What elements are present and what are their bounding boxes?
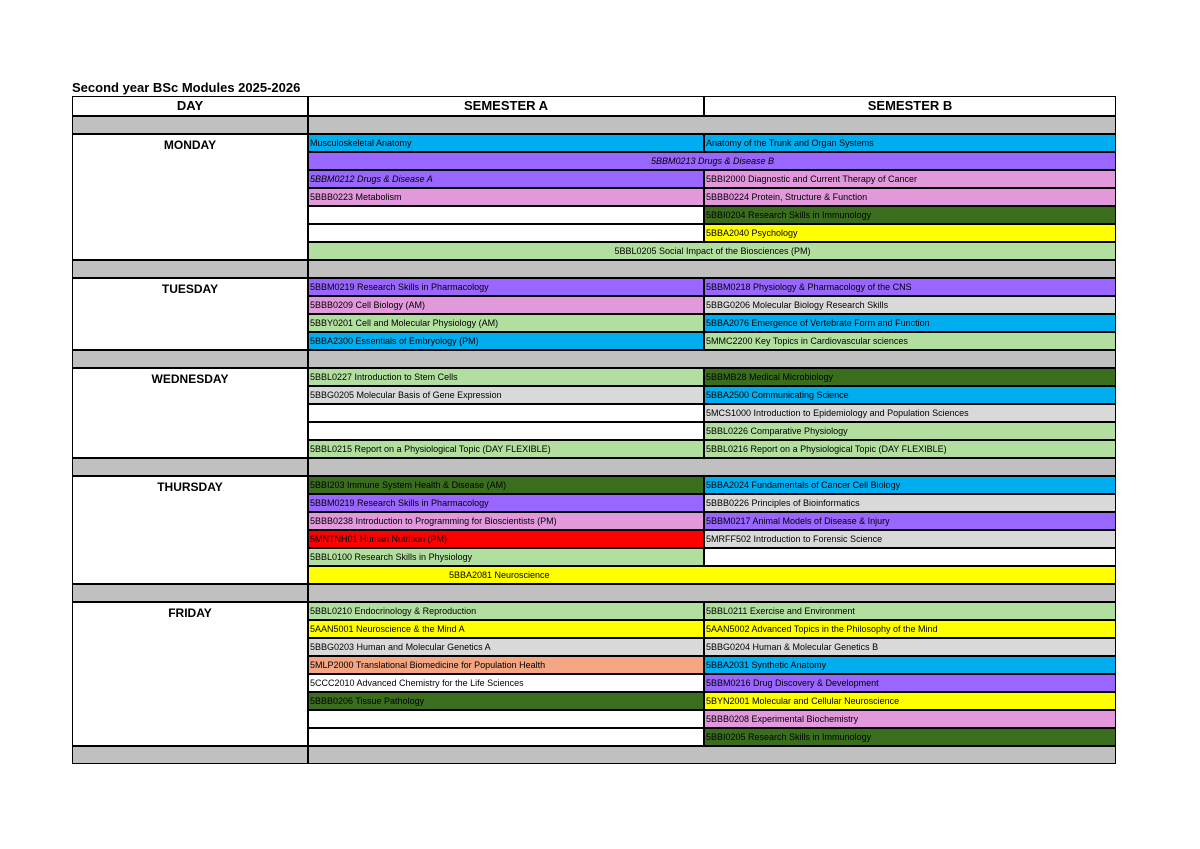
module-cell-semester-a [308,206,704,224]
day-name: FRIDAY [168,606,212,620]
module-cell-semester-a: 5AAN5001 Neuroscience & the Mind A [308,620,704,638]
day-separator [72,260,308,278]
day-name: MONDAY [163,138,217,152]
module-cell-semester-a: 5BBL0100 Research Skills in Physiology [308,548,704,566]
module-cell-semester-a: 5BBM0212 Drugs & Disease A [308,170,704,188]
day-separator [72,458,308,476]
day-separator [72,746,308,764]
module-cell-semester-b: 5BBB0226 Principles of Bioinformatics [704,494,1116,512]
module-cell-semester-a [308,422,704,440]
module-cell-semester-a: 5BBM0219 Research Skills in Pharmacology [308,278,704,296]
day-separator [308,260,1116,278]
module-cell-semester-a: 5BBL0215 Report on a Physiological Topic (DAY FLEXIBLE) [308,440,704,458]
module-cell-semester-b: 5BBL0216 Report on a Physiological Topic (DAY FLEXIBLE) [704,440,1116,458]
day-name: TUESDAY [161,282,219,296]
module-cell-semester-a: 5BBI203 Immune System Health & Disease (AM) [308,476,704,494]
header-semester-b: SEMESTER B [704,96,1116,116]
module-cell-semester-b: 5BBM0217 Animal Models of Disease & Injury [704,512,1116,530]
module-cell-semester-b: 5BBL0226 Comparative Physiology [704,422,1116,440]
module-cell-semester-a: 5BBB0206 Tissue Pathology [308,692,704,710]
module-cell-semester-b: 5BBA2040 Psychology [704,224,1116,242]
module-cell-semester-b: 5BBB0224 Protein, Structure & Function [704,188,1116,206]
module-cell-semester-a: 5BBG0205 Molecular Basis of Gene Expression [308,386,704,404]
day-separator [308,584,1116,602]
day-label-friday [72,602,308,746]
module-cell-semester-a: 5BBL0210 Endocrinology & Reproduction [308,602,704,620]
module-cell-full-width: 5BBA2081 Neuroscience [308,566,1116,584]
day-separator [72,116,308,134]
day-separator [308,350,1116,368]
day-label-wednesday [72,368,308,458]
module-cell-semester-a: 5BBB0209 Cell Biology (AM) [308,296,704,314]
module-cell-semester-b: 5BBA2024 Fundamentals of Cancer Cell Biology [704,476,1116,494]
module-cell-semester-a: Musculoskeletal Anatomy [308,134,704,152]
module-cell-semester-a: 5BBM0219 Research Skills in Pharmacology [308,494,704,512]
module-cell-semester-a: 5MNTNH01 Human Nutrition (PM) [308,530,704,548]
module-cell-semester-a: 5CCC2010 Advanced Chemistry for the Life Sciences [308,674,704,692]
module-cell-semester-a: 5BBA2300 Essentials of Embryology (PM) [308,332,704,350]
page-title: Second year BSc Modules 2025-2026 [72,80,301,95]
day-name: WEDNESDAY [151,372,229,386]
module-cell-semester-a: 5BBB0238 Introduction to Programming for Bioscientists (PM) [308,512,704,530]
header-semester-a: SEMESTER A [308,96,704,116]
header-day: DAY [72,96,308,116]
timetable [72,96,1116,758]
module-cell-full-width: 5BBM0213 Drugs & Disease B [308,152,1116,170]
module-cell-semester-b: 5BBA2500 Communicating Science [704,386,1116,404]
module-cell-semester-a [308,404,704,422]
day-name: THURSDAY [157,480,223,494]
day-label-tuesday [72,278,308,350]
module-cell-full-width: 5BBL0205 Social Impact of the Biosciences (PM) [308,242,1116,260]
module-cell-semester-b: 5MRFF502 Introduction to Forensic Science [704,530,1116,548]
day-label-monday [72,134,308,260]
module-cell-semester-b: 5MCS1000 Introduction to Epidemiology and Population Sciences [704,404,1116,422]
day-separator [72,350,308,368]
module-cell-semester-b: 5AAN5002 Advanced Topics in the Philosophy of the Mind [704,620,1116,638]
module-cell-semester-b: 5BBMB28 Medical Microbiology [704,368,1116,386]
day-separator [308,458,1116,476]
day-separator [308,116,1116,134]
module-cell-semester-b: 5BBB0208 Experimental Biochemistry [704,710,1116,728]
module-cell-semester-b: Anatomy of the Trunk and Organ Systems [704,134,1116,152]
module-cell-semester-a [308,710,704,728]
module-cell-semester-b: 5BBI0205 Research Skills in Immunology [704,728,1116,746]
module-cell-semester-a: 5BBY0201 Cell and Molecular Physiology (AM) [308,314,704,332]
module-cell-semester-a: 5BBG0203 Human and Molecular Genetics A [308,638,704,656]
module-cell-semester-a: 5BBB0223 Metabolism [308,188,704,206]
module-cell-semester-b: 5BBG0204 Human & Molecular Genetics B [704,638,1116,656]
module-cell-semester-b: 5BBI0204 Research Skills in Immunology [704,206,1116,224]
module-cell-semester-b: 5BYN2001 Molecular and Cellular Neuroscience [704,692,1116,710]
module-cell-semester-b: 5MMC2200 Key Topics in Cardiovascular sciences [704,332,1116,350]
module-cell-semester-b: 5BBA2076 Emergence of Vertebrate Form and Function [704,314,1116,332]
day-separator [72,584,308,602]
module-cell-semester-b: 5BBA2031 Synthetic Anatomy [704,656,1116,674]
module-cell-semester-b: 5BBG0206 Molecular Biology Research Skills [704,296,1116,314]
day-label-thursday [72,476,308,584]
day-separator [308,746,1116,764]
module-cell-semester-a [308,728,704,746]
module-cell-semester-b: 5BBM0216 Drug Discovery & Development [704,674,1116,692]
module-cell-semester-a: 5BBL0227 Introduction to Stem Cells [308,368,704,386]
module-cell-semester-a: 5MLP2000 Translational Biomedicine for Population Health [308,656,704,674]
module-cell-semester-b: 5BBL0211 Exercise and Environment [704,602,1116,620]
module-cell-semester-a [308,224,704,242]
module-cell-semester-b: 5BBI2000 Diagnostic and Current Therapy of Cancer [704,170,1116,188]
module-cell-semester-b [704,548,1116,566]
module-cell-semester-b: 5BBM0218 Physiology & Pharmacology of the CNS [704,278,1116,296]
